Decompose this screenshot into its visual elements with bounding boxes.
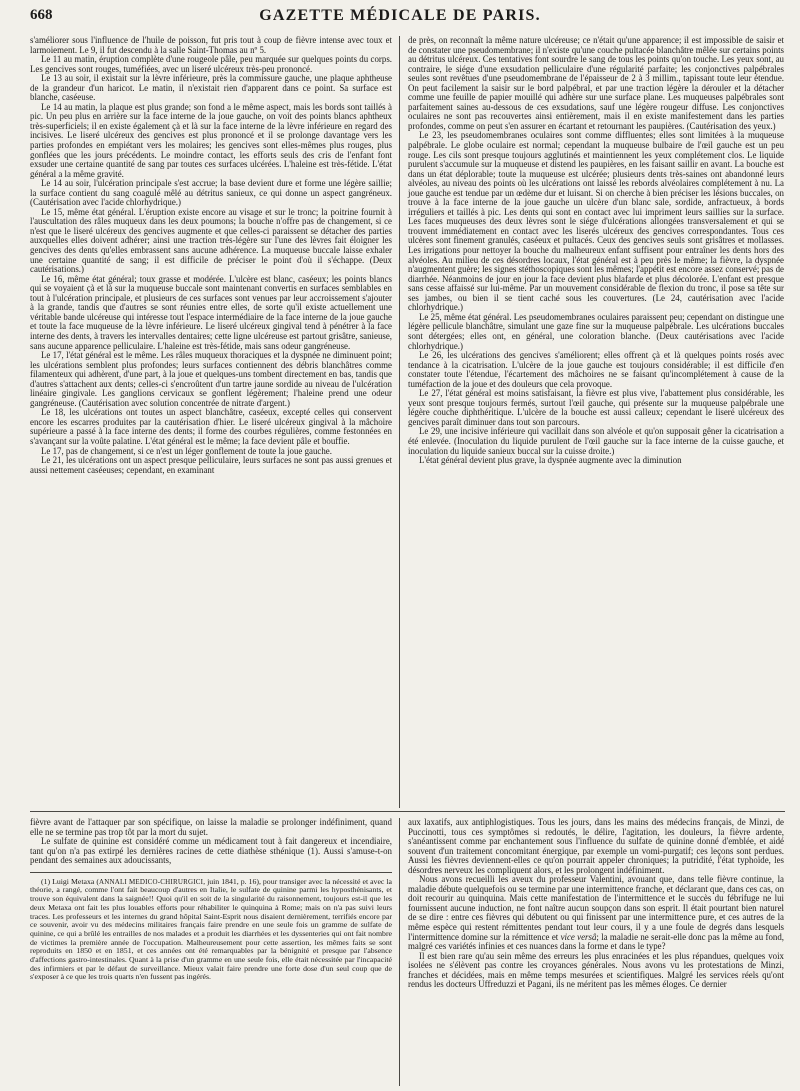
paragraph: Le 21, les ulcérations ont un aspect presque pelliculaire, leurs surfaces ne sont pas aussi grenues et aussi nettement caséeuses; cependant, en examinant <box>30 455 392 475</box>
paragraph: Le 16, même état général; toux grasse et modérée. L'ulcère est blanc, caséeux; les points blancs qui se voyaient çà et là sur la muqueuse buccale sont maintenant convertis en surfaces semblables en tout à l'ulcération principale, et plusieurs de ces surfaces sont venues par leur accroissement s'ajouter à la grande, tandis que d'autres se sont réunies entre elles, de sorte qu'il existe actuellement une véritable bande ulcéreuse qui intéresse tout l'espace intermédiaire de la face interne de la joue gauche et toute la face muqueuse de la lèvre inférieure. Le liseré ulcéreux gingival tend à pénétrer à la face interne des dents, à travers les intervalles dentaires; cette ligne ulcéreuse est partout grisâtre, sanieuse, sans aucune apparence pelliculaire. L'haleine est très-fétide, mais sans odeur gangréneuse. <box>30 273 393 351</box>
footnote <box>30 878 392 982</box>
paragraph: Le 13 au soir, il existait sur la lèvre inférieure, près la commissure gauche, une plaque aphtheuse de la grandeur d'un haricot. Le matin, il n'existait rien d'apparent dans ce point. Sa surface est blanche, caséeuse. <box>30 73 392 103</box>
paragraph: Le 25, même état général. Les pseudomembranes oculaires paraissent peu; cependant on distingue une légère pellicule blanchâtre, simulant une gaze fine sur la muqueuse palpébrale. Les ulcérations buccales sont détergées; elles ont, en général, une coloration blanche. (Deux cautérisations avec l'acide chlorhydrique.) <box>408 311 784 351</box>
paragraph: Le 26, les ulcérations des gencives s'améliorent; elles offrent çà et là quelques points rosés avec tendance à la cicatrisation. L'ulcère de la joue gauche est toujours considérable; il est difficile d'en constater toute l'étendue, l'écartement des mâchoires ne se faisant qu'incomplétement à cause de la tuméfaction de la joue et des douleurs que cela provoque. <box>408 350 784 389</box>
paragraph: aux laxatifs, aux antiphlogistiques. Tous les jours, dans les mains des médecins français, de Minzi, de Puccinotti, tous ces symptômes si redoutés, le délire, l'agitation, les douleurs, la fièvre ardente, s'anéantissent comme par enchantement sous l'influence du sulfate de quinine donné d'emblée, et aidé souvent d'un traitement concomitant énergique, par exemple un vomi-purgatif; ces leçons sont perdues. Aussi les fièvres deviennent-elles ce qu'on pourrait appeler chroniques; la putridité, l'état typhoïde, les désordres nerveux les compliquent alors, et les prolongent indéfiniment. <box>408 817 784 875</box>
lower-left-column <box>30 818 392 982</box>
journal-title: GAZETTE MÉDICALE DE PARIS. <box>259 7 541 24</box>
footnote-text: , juin 1841, p. 16), pour transiger avec la nécessité et avec la théorie, a rangé, comme l'ont fait beaucoup d'autres en Italie, le sulfate de quinine parmi les hyposthénisants, et trouve son équivalent dans la saignée!! Quoi qu'il en soit de la singularité du raisonnement, toujours est-il que les deux Metaxa ont fait les plus louables efforts pour réhabiliter le quinquina à Rome; mais on n'a pas suivi leurs traces. Les professeurs et les internes du grand hôpital Saint-Esprit nous disaient dernièrement, terrifiés encore par ce souvenir, avoir vu des médecins militaires français faire prendre en une seule fois un gramme de sulfate de quinine, ce qui a brûlé les entrailles de nos malades et a produit les diarrhées et les dyssenteries qui ont fait nombre de victimes la première année de l'occupation. Malheureusement pour cette assertion, les mêmes faits se sont reproduits en 1850 et en 1851, et ces années ont été remarquables par la bénignité et presque par l'absence d'affections gastro-intestinales. Quant à la prise d'un gramme en une seule fois, elle était nécessitée par l'incapacité des infirmiers et par le défaut de surveillance. Mieux valait faire prendre une forte dose d'un seul coup que de s'exposer à ce que les trois quarts n'en fussent pas ingérés. <box>30 876 392 982</box>
column-divider <box>399 36 400 808</box>
paragraph: Le 14 au matin, la plaque est plus grande; son fond a le même aspect, mais les bords sont taillés à pic. Un peu plus en arrière sur la face interne de la joue gauche, on voit des points blancs aphtheux très-superficiels; il en existe également çà et là sur la face interne de la lèvre inférieure en regard des incisives. Le liseré ulcéreux des gencives est plus prononcé et il se prolonge davantage vers les parties profondes en empiétant vers les molaires; les gencives sont elles-mêmes plus rouges, plus gonflées que les jours précédents. Le moindre contact, les efforts seuls des cris de l'enfant font exsuder une certaine quantité de sang par toutes ces surfaces ulcérées. L'haleine est très-fétide. L'état général a la même gravité. <box>30 101 392 179</box>
footnote-lead: (1) Luigi Metaxa ( <box>41 876 99 886</box>
section-divider <box>30 811 785 812</box>
paragraph: Le 14 au soir, l'ulcération principale s'est accrue; la base devient dure et forme une légère saillie; la surface contient du sang coagulé mêlé au détritus sanieux, ce qui donne un aspect gangréneux. (Cautérisation avec l'acide chlorhydrique.) <box>30 178 392 208</box>
paragraph: Le 11 au matin, éruption complète d'une rougeole pâle, peu marquée sur quelques points du corps. Les gencives sont rouges, tuméfiées, avec un liseré ulcéreux très-peu prononcé. <box>30 54 392 74</box>
paragraph: fièvre avant de l'attaquer par son spécifique, on laisse la maladie se prolonger indéfiniment, quand elle ne se termine pas trop tôt par la mort du sujet. <box>30 817 392 837</box>
paragraph: s'améliorer sous l'influence de l'huile de poisson, fut pris tout à coup de fièvre intense avec toux et larmoiement. Le 9, il fut descendu à la salle Saint-Thomas au nº 5. <box>30 35 392 55</box>
emphasis-text: vice versâ <box>560 931 597 942</box>
paragraph: Le 15, même état général. L'éruption existe encore au visage et sur le tronc; la poitrine fournit à l'auscultation des râles muqueux dans les deux poumons; la bouche n'offre pas de changement, si ce n'est que le liseré ulcéreux des gencives augmente et que celles-ci paraissent se détacher des parties auxquelles elles doivent adhérer; ainsi une traction très-légère sur l'une des lèvres fait éloigner les gencives des dents qu'elles embrassent sans aucune adhérence. La muqueuse buccale laisse exhaler une certaine quantité de sang; il est difficile de préciser le point d'où il s'échappe. (Deux cautérisations.) <box>30 206 392 275</box>
paragraph: Le 29, une incisive inférieure qui vacillait dans son alvéole et qu'on supposait gêner la cicatrisation a été enlevée. (Inoculation du liquide purulent de l'œil gauche sur la face interne de la cuisse gauche, et inoculation du liquide sanieux buccal sur la cuisse droite.) <box>408 426 784 456</box>
footnote-divider <box>30 872 392 873</box>
paragraph <box>408 875 784 951</box>
upper-left-column <box>30 36 392 475</box>
paragraph: Le sulfate de quinine est considéré comme un médicament tout à fait dangereux et incendiaire, tant qu'on n'a pas extirpé les dernières racines de cette diathèse sthénique (1). Aussi s'amuse-t-on pendant des semaines aux adoucissants, <box>30 836 392 866</box>
paragraph: Le 17, pas de changement, si ce n'est un léger gonflement de toute la joue gauche. <box>41 445 332 456</box>
column-divider <box>399 818 400 1086</box>
paragraph: Le 23, les pseudomembranes oculaires sont comme diffluentes; elles sont limitées à la muqueuse palpébrale. Le globe oculaire est normal; cependant la muqueuse bulbaire de l'œil gauche est un peu rouge. Les cils sont presque toujours agglutinés et maintiennent les yeux complétement clos. Le liquide purulent s'accumule sur la muqueuse et distend les paupières, en les faisant saillir en avant. La bouche est dans un état déplorable; toute la muqueuse est ulcérée; plusieurs dents très-saines ont abandonné leurs alvéoles, au niveau des points où les ulcérations ont laissé les rebords alvéolaires complétement à nu. La joue gauche est tendue par un œdème dur et luisant. Si on cherche à bien préciser les lésions buccales, on trouve à la face interne de la joue gauche un ulcère d'un blanc sale, sordide, anfractueux, à bords irréguliers et taillés à pic. Les dents qui sont en contact avec lui impriment leurs saillies sur la surface. Les faces muqueuses des deux lèvres sont le siége d'ulcérations allongées transversalement et qui se trouvent immédiatement en contact avec les liserés ulcéreux des gencives correspondantes. Tous ces ulcères sont finement granulés, caséeux et pultacés. Ceux des gencives seuls sont grisâtres et mollasses. Les irrigations pour nettoyer la bouche du malheureux enfant suffisent pour entraîner les dents hors des alvéoles. Au milieu de ces désordres locaux, l'état général est à peu près le même; la fièvre, la dyspnée n'augmentent guère; les signes stéthoscopiques sont les mêmes; l'appétit est encore assez conservé; pas de diarrhée. Néanmoins de jour en jour la face devient plus blafarde et plus décolorée. L'enfant est presque sans cesse affaissé sur lui-même. Par un mouvement considérable de flexion du tronc, il pose sa tête sur ses jambes, ou bien il se tient caché sous les couvertures. (Le 24, cautérisation avec l'acide chlorhydrique.) <box>408 130 784 313</box>
upper-right-column <box>408 36 784 466</box>
paragraph-text: Nous avons recueilli les aveux du professeur Valentini, avouant que, dans telle fièvre continue, la maladie débute quelquefois ou se termine par une intermittence franche, et déclarant que, dans ces cas, on doit recourir au quinquina. Mais cette manifestation de l'intermittence et le succès du fébrifuge ne lui fournissent aucune induction, ne font naître aucun soupçon dans son esprit. Il était pourtant bien naturel de se dire : entre ces fièvres qui débutent ou qui finissent par une intermittence pure, et ces autres de la même espèce qui restent rémittentes pendant tout leur cours, il y a une foule de degrés dans lesquels l'intermittence domine sur la rémittence et <box>408 874 784 942</box>
paragraph: Le 17, l'état général est le même. Les râles muqueux thoraciques et la dyspnée ne diminuent point; les ulcérations semblent plus profondes; leurs surfaces contiennent des débris blanchâtres comme filamenteux qui adhèrent, d'une part, à la joue et quelques-uns tombent directement en bas, tandis que d'autres s'attachent aux dents; celles-ci s'encroûtent d'un tartre jaune sordide au niveau de l'ulcération linéaire gingivale. Les ganglions cervicaux se gonflent légèrement; l'haleine prend une odeur gangréneuse. (Cautérisation avec solution concentrée de nitrate d'argent.) <box>30 350 392 408</box>
paragraph: Le 18, les ulcérations ont toutes un aspect blanchâtre, caséeux, excepté celles qui conservent encore les escarres produites par la cautérisation d'hier. Le liseré ulcéreux gingival à la mâchoire supérieure a passé à la face interne des dents; il forme des courbes régulières, comme festonnées en s'avançant sur la voûte palatine. L'état général est le même; la face devient pâle et bouffie. <box>30 407 392 446</box>
paragraph: L'état général devient plus grave, la dyspnée augmente avec la diminution <box>419 455 682 466</box>
paragraph: Le 27, l'état général est moins satisfaisant, la fièvre est plus vive, l'abattement plus considérable, les yeux sont presque toujours fermés, surtout l'œil gauche, qui présente sur la muqueuse palpébrale une légère couche diphthéritique. L'ulcère de la bouche est aussi calleux; cependant le liseré ulcéreux des gencives paraît diminuer dans tout son parcours. <box>408 388 784 427</box>
paragraph-text: ; la maladie ne serait-elle donc pas la même au fond, malgré ces variétés infinies et ces nuances dans la forme et dans le type? <box>408 931 784 952</box>
footnote-journal: ANNALI MEDICO-CHIRURGICI <box>98 877 204 886</box>
lower-right-column <box>408 818 784 990</box>
paragraph: de près, on reconnaît la même nature ulcéreuse; ce n'était qu'une apparence; il est impossible de saisir et de constater une pseudomembrane; il n'existe qu'une couche pultacée blanchâtre mêlée sur certains points au détritus ulcéreux. Ces tentatives font sourdre le sang de tous les points qu'on touche. Les yeux sont, au contraire, le siége d'une exsudation pelliculaire d'une régularité parfaite; les conjonctives palpébrales seules sont revêtues d'une pseudomembrane de l'épaisseur de 2 à 3 millim., tapissant toute leur étendue. On peut facilement la saisir sur le bord palpébral, et par une traction légère la dérouler et la détacher comme une feuille de papier mouillé qui adhère sur une surface plane. Les muqueuses palpébrales sont parfaitement saines au-dessous de ces exsudations, sauf une légère rougeur diffuse. Les conjonctives oculaires ne sont pas recouvertes ainsi entièrement, mais il en existe manifestement dans les parties profondes, comme on peut s'en assurer en écartant et retournant les paupières. (Cautérisation des yeux.) <box>408 35 784 131</box>
paragraph: Il est bien rare qu'au sein même des erreurs les plus enracinées et les plus répandues, quelques voix isolées ne s'élèvent pas contre les croyances générales. Nous avons vu les protestations de Minzi, franches et décidées, mais en même temps mesurées et scientifiques. Malgré les services réels qu'ont rendus les docteurs Uffreduzzi et Pagani, ils ne méritent pas les mêmes éloges. Ce dernier <box>408 950 784 990</box>
page-number: 668 <box>30 7 53 23</box>
